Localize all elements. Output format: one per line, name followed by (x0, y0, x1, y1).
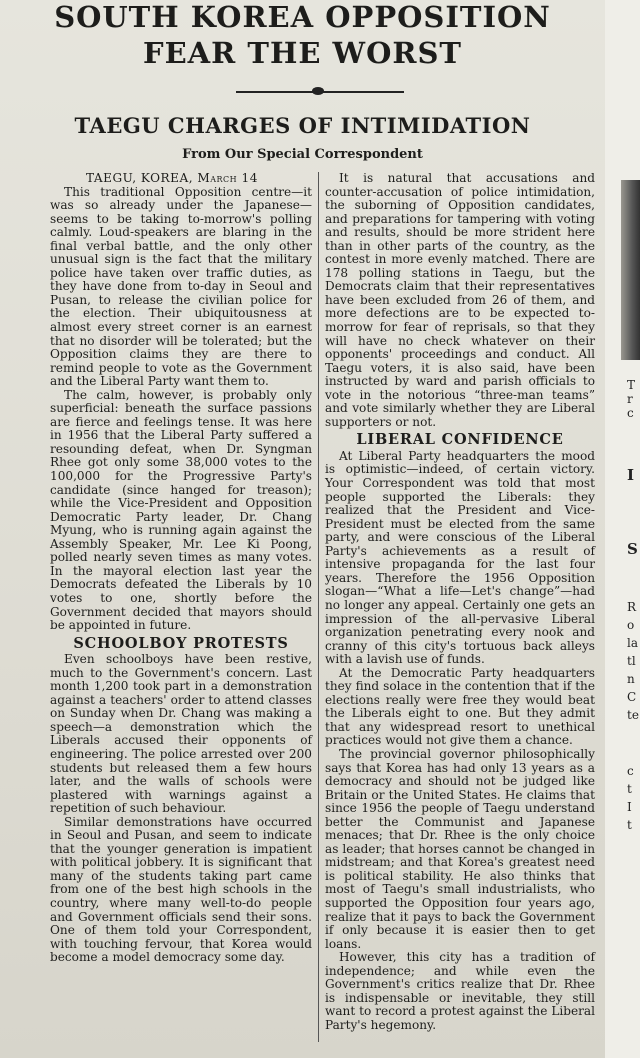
margin-fragment: o (627, 618, 635, 632)
headline-line-2: FEAR THE WORST (142, 36, 463, 70)
paragraph: However, this city has a tradition of independence; and while even the Government's critics realize that Dr. Rhee is indispensable or inevitable, they still want to record a protest against the Liberal Party's hegemony. (325, 950, 595, 1032)
margin-fragment: T (627, 378, 636, 392)
article-column-right (325, 172, 595, 1032)
article-column-left (50, 172, 312, 965)
subheadline: TAEGU CHARGES OF INTIMIDATION (74, 113, 531, 138)
adjacent-photo-fragment (621, 180, 640, 360)
paragraph: Even schoolboys have been restive, much to the Government's concern. Last month 1,200 took part in a demonstration against a teachers' order to attend classes on Sunday when Dr. Chang was making a speech—a demonstration which the Liberals accused their opponents of engineering. The police arrested over 200 students but released them a few hours later, and the walls of schools were plastered with warnings against a repetition of such behaviour. (50, 652, 312, 816)
paragraph: At Liberal Party headquarters the mood is optimistic—indeed, of certain victory. Your Correspondent was told that most people supported the Liberals: they realized that the President and Vice-President must be elected from the same party, and were conscious of the Liberal Party's achievements as a result of intensive propaganda for the last four years. Therefore the 1956 Opposition slogan—“What a life—Let's change”—had no longer any appeal. Certainly one gets an impression of the all-pervasive Liberal organization penetrating every nook and cranny of this city's tortuous back alleys with a lavish use of funds. (325, 448, 595, 667)
margin-fragment: r (627, 392, 633, 406)
margin-fragment: t (627, 782, 632, 796)
margin-fragment: S (627, 540, 638, 558)
dateline-paragraph (50, 172, 312, 186)
margin-fragment: R (627, 600, 637, 614)
margin-fragment: la (627, 636, 638, 650)
paragraph: It is natural that accusations and counter-accusation of police intimidation, the suborning of Opposition candidates, and preparations for tampering with voting and results, should be more strident here than in other parts of the country, as the contest in more evenly matched. There are 178 polling stations in Taegu, but the Democrats claim that their representatives have been excluded from 26 of them, and more defections are to be expected to-morrow for fear of reprisals, so that they will have no check whatever on their opponents' proceedings and conduct. All Taegu voters, it is also said, have been instructed by ward and parish officials to vote in the notorious “three-man teams” and vote similarly whether they are Liberal supporters or not. (325, 171, 595, 429)
dateline: TAEGU, KOREA, March 14 (86, 171, 258, 185)
paragraph: The provincial governor philosophically says that Korea has had only 13 years as a democracy and should not be judged like Britain or the United States. He claims that since 1956 the people of Taegu understand better the Communist and Japanese menaces; that Dr. Rhee is the only choice as leader; that horses cannot be changed in midstream; and that Korea's greatest need is political stability. He also thinks that most of Taegu's small industrialists, who supported the Opposition four years ago, realize that it pays to back the Government if only because it is easier then to get loans. (325, 746, 595, 951)
margin-fragment: c (627, 764, 634, 778)
margin-fragment: I (627, 800, 632, 814)
margin-fragment: n (627, 672, 635, 686)
margin-fragment: t (627, 818, 632, 832)
section-heading: SCHOOLBOY PROTESTS (73, 634, 289, 652)
rule-ornament (312, 87, 324, 95)
margin-fragment: tl (627, 654, 636, 668)
margin-fragment: I (627, 466, 635, 484)
headline-line-1: SOUTH KOREA OPPOSITION (54, 0, 551, 34)
column-divider (318, 172, 319, 1042)
paragraph: This traditional Opposition centre—it was so already under the Japanese—seems to be taking to-morrow's polling calmly. Loud-speakers are blaring in the final verbal battle, and the only other unusual sign is the fact that the military police have taken over traffic duties, as they have done from to-day in Seoul and Pusan, to release the civilian police for the election. Their ubiquitousness at almost every street corner is an earnest that no disorder will be tolerated; but the Opposition claims they are there to remind people to vote as the Government and the Liberal Party want them to. (50, 184, 312, 389)
paragraph: Similar demonstrations have occurred in Seoul and Pusan, and seem to indicate that the younger generation is impatient with political jobbery. It is significant that many of the students taking part came from one of the best high schools in the country, where many well-to-do people and Government officials send their sons. One of them told your Correspondent, with touching fervour, that Korea would become a model democracy some day. (50, 814, 312, 965)
margin-fragment: te (627, 708, 639, 722)
byline: From Our Special Correspondent (182, 147, 423, 162)
margin-fragment: C (627, 690, 637, 704)
margin-fragment: c (627, 406, 634, 420)
paragraph: The calm, however, is probably only superficial: beneath the surface passions are fierce and feelings tense. It was here in 1956 that the Liberal Party suffered a resounding defeat, when Dr. Syngman Rhee got only some 38,000 votes to the 100,000 for the Progressive Party's candidate (since hanged for treason); while the Vice-President and Opposition Democratic Party leader, Dr. Chang Myung, who is running again against the Assembly Speaker, Mr. Lee Ki Poong, polled nearly seven times as many votes. In the mayoral election last year the Democrats defeated the Liberals by 10 votes to one, shortly before the Government decided that mayors should be appointed in future. (50, 387, 312, 633)
adjacent-page-strip (605, 0, 640, 1058)
section-heading: LIBERAL CONFIDENCE (356, 431, 564, 449)
paragraph: At the Democratic Party headquarters they find solace in the contention that if the elections really were free they would beat the Liberals eight to one. But they admit that any widespread resort to unethical practices would not give them a chance. (325, 665, 595, 748)
